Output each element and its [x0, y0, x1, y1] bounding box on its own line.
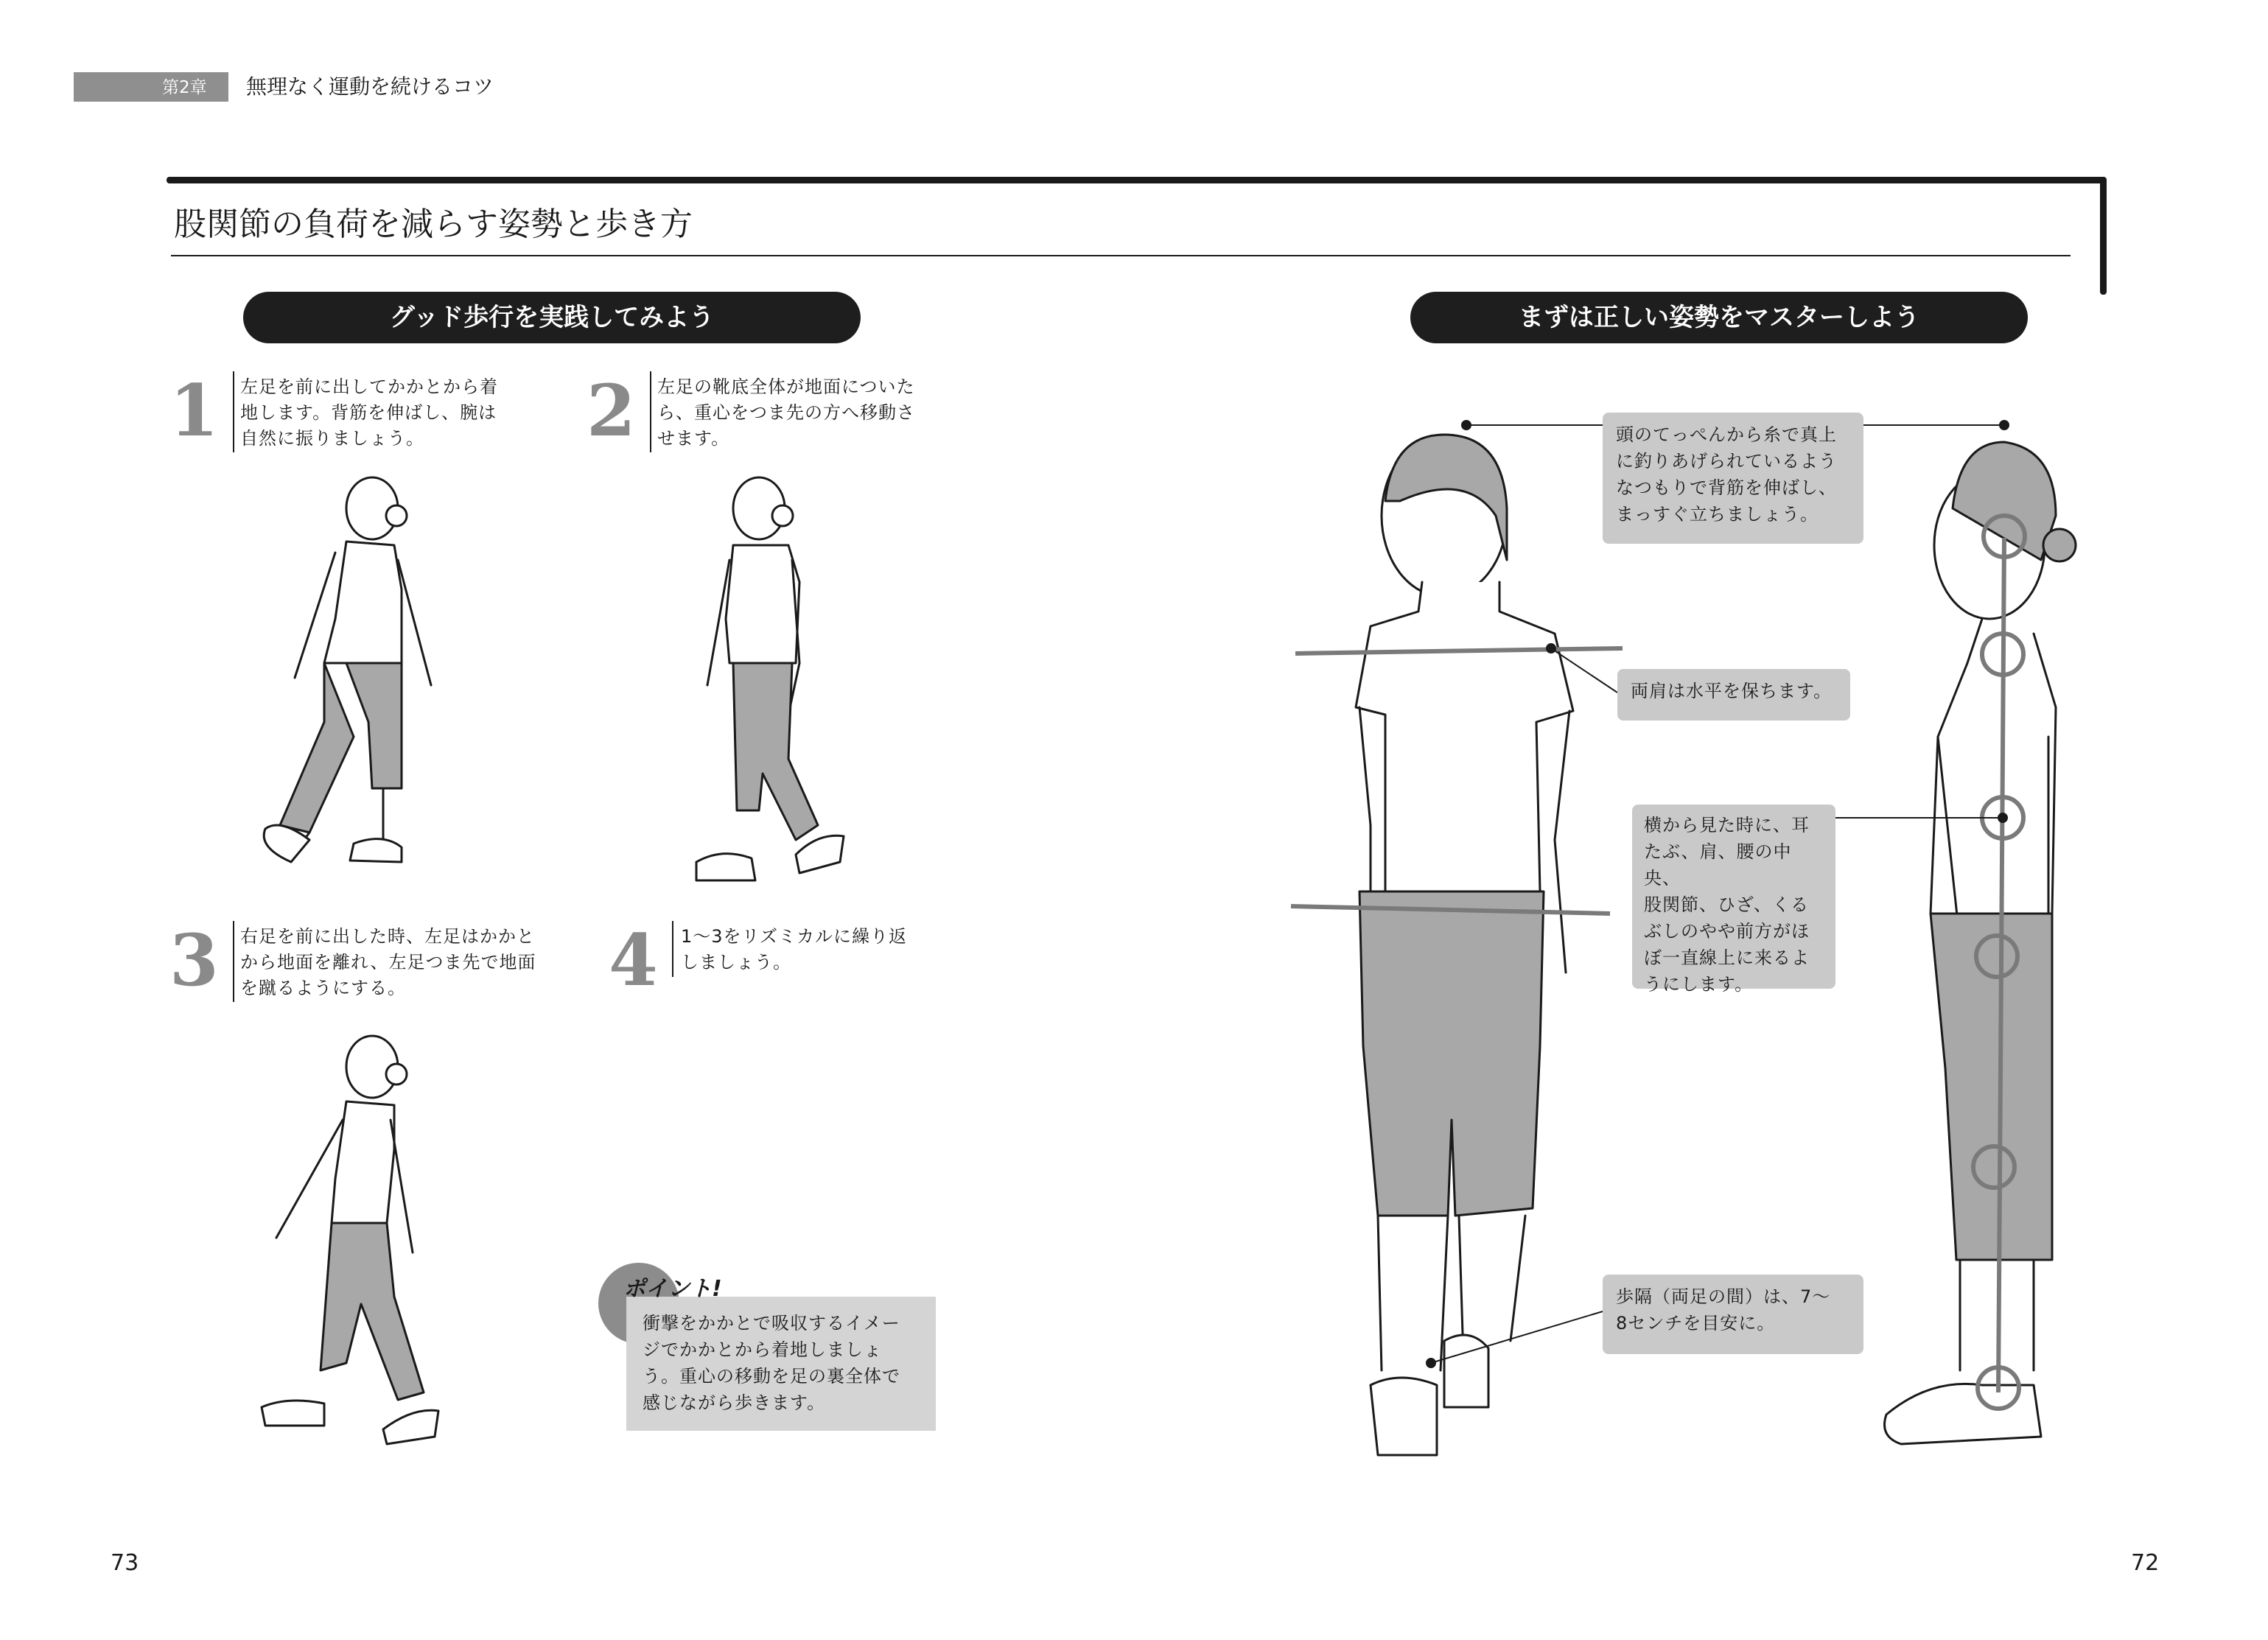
page-number-left: 73	[111, 1550, 139, 1576]
front-standing-figure	[1356, 435, 1573, 1455]
callout-foot-spacing: 歩隔（両足の間）は、7～ 8センチを目安に。	[1603, 1275, 1863, 1354]
point-box: 衝撃をかかとで吸収するイメー ジでかかとから着地しましょ う。重心の移動を足の裏全体で 感じながら歩きます。	[626, 1297, 936, 1431]
callout-shoulders: 両肩は水平を保ちます。	[1617, 669, 1850, 721]
step-number: 3	[169, 919, 219, 1002]
main-title: 股関節の負荷を減らす姿勢と歩き方	[174, 206, 693, 243]
callout-side-alignment: 横から見た時に、耳 たぶ、肩、腰の中央、 股関節、ひざ、くる ぶしのやや前方がほ ぼ一直線上に来るよ うにします。	[1632, 805, 1835, 989]
step-text: 左足の靴底全体が地面についた ら、重心をつま先の方へ移動さ せます。	[657, 376, 915, 449]
page-number-right: 72	[2131, 1550, 2160, 1576]
callout-head-alignment: 頭のてっぺんから糸で真上 に釣りあげられているよう なつもりで背筋を伸ばし、 まっすぐ立ちましょう。	[1603, 413, 1863, 544]
walker-figure-step-3	[262, 1036, 438, 1444]
step-number: 1	[169, 369, 219, 452]
chapter-label: 第2章	[162, 78, 207, 97]
step-number: 2	[587, 369, 636, 452]
right-section-heading: まずは正しい姿勢をマスターしよう	[1410, 292, 2028, 343]
chapter-title: 無理なく運動を続けるコツ	[246, 74, 494, 99]
step-text: 1～3をリズミカルに繰り返 しましょう。	[681, 926, 908, 973]
walker-figure-step-1	[264, 477, 431, 862]
walker-figure-step-2	[696, 477, 844, 880]
step-text: 右足を前に出した時、左足はかかと から地面を離れ、左足つま先で地面 を蹴るようにする。	[240, 926, 536, 998]
step-number: 4	[609, 919, 658, 1002]
step-text: 左足を前に出してかかとから着 地します。背筋を伸ばし、腕は 自然に振りましょう。	[240, 376, 498, 449]
left-section-heading: グッド歩行を実践してみよう	[243, 292, 861, 343]
point-label: ポイント!	[623, 1276, 722, 1302]
